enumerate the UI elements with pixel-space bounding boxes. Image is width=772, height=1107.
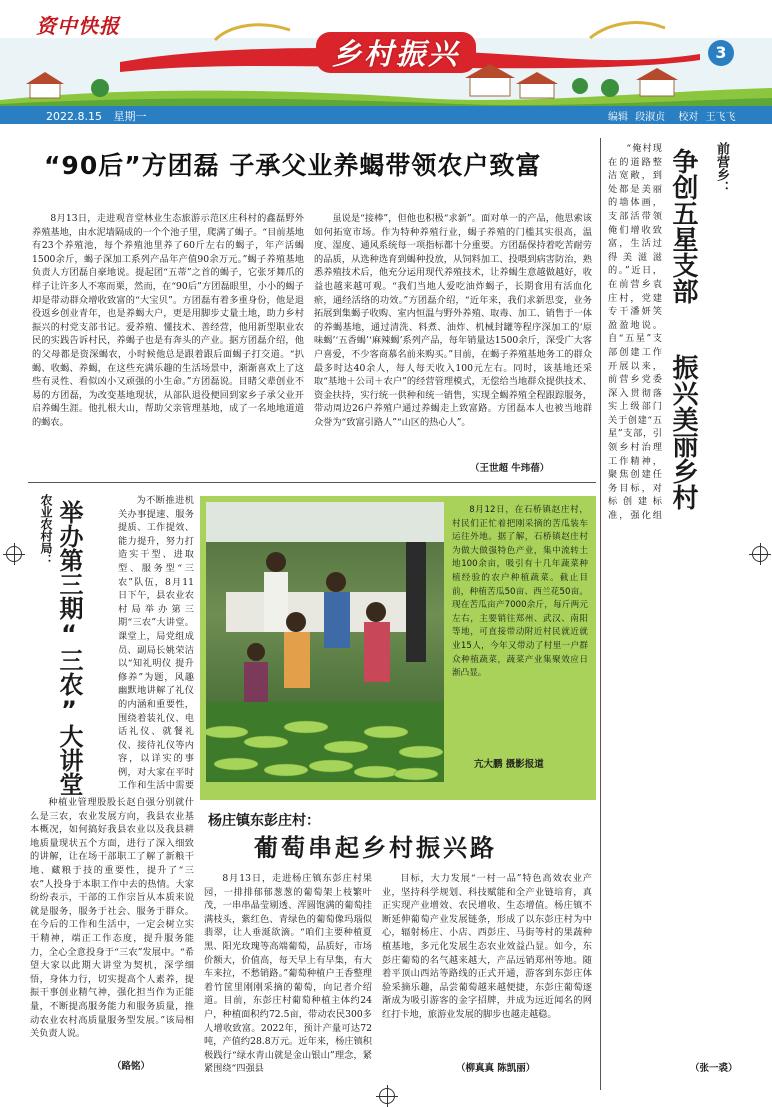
lead-byline: （王世超 牛玮蓓） — [470, 463, 550, 474]
editor-line — [608, 108, 736, 123]
right-text: “俺村现在的道路整洁宽敞，到处都是美丽的墙体画，支部活带领俺们增收致富，生活过得美滋滋的。”近日，在前营乡袁庄村，党建专干潘妍笑盈盈地说。自“五星”支部创建工作开展以来，前营乡党委深入贯彻落实上级部门关于创建“五星”支部，引领乡村治理工作精神，聚焦创建任务目标，对标创建标准，强化组 — [608, 143, 662, 522]
grape-text-1: 8月13日，走进杨庄镇东彭庄村果园，一排排郁郁葱葱的葡萄架上枝繁叶茂，一串串晶莹剔透、浑圆饱满的葡萄挂满枝头，紫红色、青绿色的葡萄像玛瑙似翡翠，让人垂涎欲滴。“咱们主要种植夏黑、阳光玫瑰等高端葡萄，品质好，市场价额大，价值高，每天早上有早集，有大车来拉，不愁销路。”葡萄种植户王香整理着竹筐里刚刚采摘的葡萄，向记者介绍道。目前，东彭庄村葡萄种植主体约24户，种植面积约72.5亩，带动农民300多人增收致富。2022年，预计产量可达72吨，产值约28.8万元。近年来，杨庄镇积极践行“绿水青山就是金山银山”理念，紧紧围绕“四强县 — [204, 873, 372, 1075]
page-number-badge — [708, 40, 734, 66]
grape-column-1 — [204, 872, 372, 1092]
issue-date: 2022.8.15 — [46, 110, 102, 123]
registration-mark-bottom — [379, 1088, 395, 1104]
divider-horizontal — [28, 482, 596, 483]
section-title: 乡村振兴 — [316, 32, 476, 73]
left-headline-text: 举办第三期“三农”大讲堂 — [55, 500, 83, 796]
grape-kicker: 杨庄镇东彭庄村： — [208, 813, 320, 829]
issue-weekday: 星期一 — [113, 110, 147, 123]
lead-text-2: 虽说是“接棒”，但他也积极“求新”。面对单一的产品，他思索该如何拓宽市场。作为特种养殖行业，蝎子养殖的门槛其实很高，温度、湿度、通风系统每一项指标都十分重要。方团磊保持着吃苦耐劳的品质，从选种选育到蝎种投放，从饲料加工、投喂到病害防治，熟悉养殖技术后，他充分运用现代养殖技术，让养蝎生意越做越好，收益也越来越可观。“我们当地人爱吃油炸蝎子，长期食用有活血化瘀，通经活络的功效。”方团磊介绍，“近年来，我们求新思变，业务拓展到集蝎子收购、室内恒温与野外养殖、取毒、加工、销售于一体的养蝎基地，通过清洗、料煮、油炸、机械封罐等程序深加工的‘原味蝎’‘五香蝎’‘麻辣蝎’系列产品，每年销量达1500余斤，深受广大客户喜爱，不少客商慕名前来购买。”目前，在蝎子养殖基地务工的群众最多时达40余人，每人每天收入100元左右。同时，该基地还采取“基地＋公司＋农户”的经营管理模式，无偿给当地群众提供技术、资金扶持，实行统一供种和统一销售，实现全蝎养殖全程跟踪服务，带动周边26户养殖户通过养蝎走上致富路。方团磊本人也被当地群众誉为“致富引路人”“山区的热心人”。 — [314, 213, 592, 428]
right-byline: （张一裘） — [690, 1063, 738, 1074]
left-column-top — [118, 494, 194, 794]
left-column-bottom — [30, 796, 194, 1056]
right-column-text-top — [608, 142, 662, 522]
registration-mark-right — [752, 546, 768, 562]
editor-name: 段淑贞 — [635, 112, 666, 123]
page-number: 3 — [715, 43, 727, 62]
grape-text-2: 目标，大力发展“一村一品”特色高效农业产业，坚持科学规划、科技赋能和全产业链培育，真正实现产业增效、农民增收、生态增值。杨庄镇不断延伸葡萄产业发展链条，形成了以东彭庄村为中心，辐射杨庄、小店、西彭庄、马街等村的果蔬种植基地，多元化发展生态农业效益凸显。如今，东彭庄葡萄的名气越来越大，产品远销郑州等地。随着平顶山西站等路线的正式开通，游客到东彭庄体验采摘乐趣，品尝葡萄越来越便捷，东彭庄葡萄逐渐成为吸引游客的金字招牌，并成为远近闻名的网红打卡地，旅游业发展的脚步也越走越稳。 — [382, 873, 592, 1020]
right-headline-a: 争创五星支部 — [668, 148, 698, 304]
lead-column-1 — [32, 212, 304, 476]
left-kicker-text: 农业农村局： — [39, 494, 53, 566]
editor-label: 编辑 — [608, 112, 628, 123]
left-headline — [54, 500, 84, 800]
photo-credit: 亢大鹏 摄影报道 — [474, 759, 544, 770]
lead-text-1: 8月13日，走进观音堂林业生态旅游示范区庄科村的鑫磊野外养殖基地，由水泥墙隔成的一个个池子里，爬满了蝎子。“目前基地有23个养殖池，每个养殖池里养了60斤左右的蝎子，年产活蝎1500余斤，蝎子深加工系列产品年产值90余万元。”蝎子养殖基地负责人方团磊自豪地说。提起团“五蒂”之首的蝎子，它张牙舞爪的样子让许多人不寒而栗，然而，在“90后”方团磊眼里，小小的蝎子却是带动群众增收致富的“大宝贝”。方团磊有着多重身份，他是退役返乡创业青年，也是养蝎大户，更是用脚步丈量土地，助力乡村振兴的村党支部书记。爱养殖、懂技术、善经营，他用新型职业农民的实践告诉村民，养蝎子也是有奔头的产业。据方团磊介绍，他的父母都是资深蝎农，小时候他总是跟着跟后面蝎子打交道。“扒蝎、收蝎、养蝎，在这些充满乐趣的生活场景中，渐渐喜欢上了这些有灵性、看似凶小又顽强的小生命。”方团磊说。目睹父辈创业不易的方团磊，为改变基地现状，从部队退役便回到家乡子承父业开启养蝎生涯。他扎根大山，帮助父亲管理基地，成了一名地地道道的蝎农。 — [32, 213, 304, 428]
masthead — [0, 0, 772, 128]
left-bottom-text: 种植业管理股股长赵自强分别就什么是三农，农业发展方向，我县农业基本概况，如何搞好我县农业以及我县耕地质量现状五个方面，进行了深入细致的讲解，让在场干部职工了解了新粮干地、藏粮于技的重要性，提升了“三农”人投身于本职工作中去的热情。大家纷纷表示，干部的工作宗旨从本质来说就是服务，服务于社会、服务于群众。在今后的工作和生活中，一定会树立实干精神，端正工作态度，提升服务能力，全心全意投身于“三农”发展中。“希望大家以此期大讲堂为契机，深学细悟，身体力行，切实提高个人素养，提振干事创业精气神，强化担当作为正能量，不断提高服务能力和服务质量，推动农业农村高质量服务型发展。”该局相关负责人说。 — [30, 797, 194, 1040]
proof-label: 校对 — [678, 112, 699, 123]
divider-vertical — [600, 138, 601, 1090]
proofreader-name: 王飞飞 — [705, 112, 736, 123]
lead-headline: “90后”方团磊 子承父业养蝎带领农户致富 — [44, 151, 542, 180]
grape-byline: （柳真真 陈凯丽） — [456, 1063, 536, 1074]
left-byline: （路铭） — [112, 1061, 151, 1072]
right-column-text — [608, 528, 744, 1056]
right-headline-b: 振兴美丽乡村 — [668, 354, 698, 510]
right-kicker-text: 前营乡： — [714, 142, 729, 194]
paper-name: 资中快报 — [36, 14, 120, 38]
photo-caption-box — [452, 504, 588, 740]
left-top-text: 为不断推进机关办事提速、服务提质、工作提效、能力提升，努力打造实干型、进取型、服务型“三农”队伍，8月11日下午，县农业农村局举办第三期“三农”大讲堂。课堂上，局党组成员、副局长姚荣洁以“知礼明仪 提升修养”为题，风趣幽默地讲解了礼仪的内涵和重要性，围绕着装礼仪、电话礼仪、就餐礼仪、接待礼仪等内容，以详实的事例，对大家在平时工作和生活中需要 — [118, 495, 194, 792]
photo-caption: 8月12日，在石桥镇赵庄村，村民们正忙着把刚采摘的苦瓜装车运往外地。据了解，石桥镇赵庄村为做大做强特色产业，集中流转土地100余亩，吸引有十几年蔬菜种植经验的农户种植蔬菜。截止目前，种植苦瓜50亩、西兰花50亩。现在苦瓜亩产7000余斤，每斤两元左右，主要销往郑州、武汉、南阳等地，可直接带动附近村民就近就业15人，今年又带动了村里一户群众种植蔬菜，蔬菜产业集聚效应日渐凸显。 — [452, 505, 588, 679]
left-kicker — [38, 494, 55, 574]
date-line — [46, 108, 146, 124]
grape-column-2 — [382, 872, 592, 1078]
right-kicker — [712, 142, 731, 222]
lead-column-2 — [314, 212, 592, 460]
registration-mark-left — [6, 546, 22, 562]
bitter-gourd-photo — [206, 502, 444, 782]
grape-headline: 葡萄串起乡村振兴路 — [254, 834, 497, 862]
